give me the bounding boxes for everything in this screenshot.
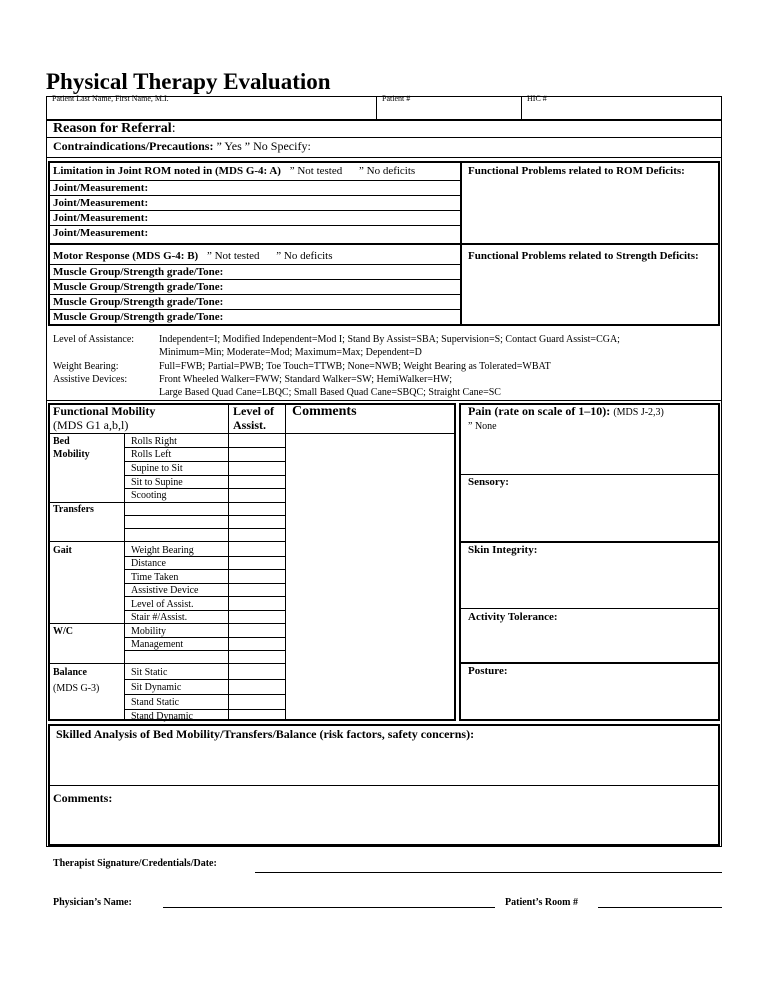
transfers-label: Transfers <box>53 504 94 515</box>
bed-item-scooting[interactable]: Scooting <box>131 490 167 501</box>
activity-tolerance-field[interactable]: Activity Tolerance: <box>468 611 558 623</box>
gait-item-time-taken[interactable]: Time Taken <box>131 572 179 583</box>
motor-functional-problems[interactable]: Functional Problems related to Strength Deficits: <box>468 250 699 262</box>
wc-item-management[interactable]: Management <box>131 639 184 650</box>
page-title: Physical Therapy Evaluation <box>46 69 331 94</box>
balance-item-stand-dynamic[interactable]: Stand Dynamic <box>131 711 193 722</box>
sensory-field[interactable]: Sensory: <box>468 476 509 488</box>
functional-mobility-subheading: (MDS G1 a,b,l) <box>53 418 129 432</box>
reason-for-referral[interactable]: Reason for Referral: <box>53 121 176 136</box>
motor-no-deficits-checkbox[interactable]: ” No deficits <box>276 250 333 262</box>
balance-label: Balance <box>53 667 87 678</box>
patient-name-field[interactable]: Patient Last Name, First Name, M.I. <box>52 94 169 103</box>
hic-number-field[interactable]: HIC # <box>527 94 547 103</box>
therapist-signature-line[interactable] <box>255 872 722 873</box>
legend-devices-label: Assistive Devices: <box>53 374 128 385</box>
rom-row-3[interactable]: Joint/Measurement: <box>53 212 149 224</box>
legend-weight-line: Full=FWB; Partial=PWB; Toe Touch=TTWB; None=NWB; Weight Bearing as Tolerated=WBAT <box>159 361 551 372</box>
bed-item-supine-to-sit[interactable]: Supine to Sit <box>131 463 183 474</box>
legend-devices-line1: Front Wheeled Walker=FWW; Standard Walker=SW; HemiWalker=HW; <box>159 374 453 385</box>
balance-item-stand-static[interactable]: Stand Static <box>131 697 180 708</box>
rom-row-2[interactable]: Joint/Measurement: <box>53 197 149 209</box>
pain-rating-label[interactable]: Pain (rate on scale of 1–10): (MDS J-2,3) <box>468 404 664 418</box>
skilled-analysis-field[interactable]: Skilled Analysis of Bed Mobility/Transfers/Balance (risk factors, safety concerns): <box>56 727 475 741</box>
level-of-assist-header: Level of Assist. <box>233 404 274 432</box>
pain-none-checkbox[interactable]: ” None <box>468 421 497 432</box>
legend-weight-label: Weight Bearing: <box>53 361 119 372</box>
contraindications-label: Contraindications/Precautions: <box>53 139 214 153</box>
physician-name-line[interactable] <box>163 907 495 908</box>
motor-heading: Motor Response (MDS G-4: B) ” Not tested ” No deficits <box>53 250 333 262</box>
balance-item-sit-static[interactable]: Sit Static <box>131 667 168 678</box>
legend-level-line2: Minimum=Min; Moderate=Mod; Maximum=Max; Dependent=D <box>159 347 422 358</box>
rom-row-1[interactable]: Joint/Measurement: <box>53 182 149 194</box>
contraindications-options: ” Yes ” No Specify: <box>216 139 311 153</box>
rom-row-4[interactable]: Joint/Measurement: <box>53 227 149 239</box>
wc-item-mobility[interactable]: Mobility <box>131 626 167 637</box>
bed-item-rolls-left[interactable]: Rolls Left <box>131 449 172 460</box>
patient-room-label: Patient’s Room # <box>505 897 578 908</box>
contraindications-row[interactable] <box>53 139 311 154</box>
gait-label: Gait <box>53 545 72 556</box>
balance-item-sit-dynamic[interactable]: Sit Dynamic <box>131 682 182 693</box>
gait-item-weight-bearing[interactable]: Weight Bearing <box>131 545 194 556</box>
rom-no-deficits-checkbox[interactable]: ” No deficits <box>359 165 416 177</box>
posture-field[interactable]: Posture: <box>468 665 508 677</box>
physician-name-label: Physician’s Name: <box>53 897 132 908</box>
skin-integrity-field[interactable]: Skin Integrity: <box>468 544 538 556</box>
patient-number-field[interactable]: Patient # <box>382 94 411 103</box>
rom-heading: Limitation in Joint ROM noted in (MDS G-4: A) ” Not tested ” No deficits <box>53 165 416 177</box>
motor-row-1[interactable]: Muscle Group/Strength grade/Tone: <box>53 266 224 278</box>
wc-label: W/C <box>53 626 73 637</box>
reason-label: Reason for Referral <box>53 121 172 136</box>
functional-mobility-heading: Functional Mobility <box>53 404 156 418</box>
comments-field[interactable]: Comments: <box>53 791 113 805</box>
rom-functional-problems[interactable]: Functional Problems related to ROM Deficits: <box>468 165 685 177</box>
legend-level-label: Level of Assistance: <box>53 334 135 345</box>
gait-item-stair-assist[interactable]: Stair #/Assist. <box>131 612 188 623</box>
bed-item-sit-to-supine[interactable]: Sit to Supine <box>131 477 183 488</box>
motor-row-4[interactable]: Muscle Group/Strength grade/Tone: <box>53 311 224 323</box>
functional-mobility-table <box>48 403 456 721</box>
balance-sub-label: (MDS G-3) <box>53 683 100 694</box>
legend-level-line1: Independent=I; Modified Independent=Mod I; Stand By Assist=SBA; Supervision=S; Contact Guard Assist=CGA; <box>159 334 620 345</box>
motor-row-2[interactable]: Muscle Group/Strength grade/Tone: <box>53 281 224 293</box>
gait-item-distance[interactable]: Distance <box>131 558 166 569</box>
gait-item-level-of-assist[interactable]: Level of Assist. <box>131 599 194 610</box>
rom-not-tested-checkbox[interactable]: ” Not tested <box>289 165 343 177</box>
motor-not-tested-checkbox[interactable]: ” Not tested <box>206 250 260 262</box>
legend-devices-line2: Large Based Quad Cane=LBQC; Small Based Quad Cane=SBQC; Straight Cane=SC <box>159 387 501 398</box>
patient-room-line[interactable] <box>598 907 722 908</box>
motor-row-3[interactable]: Muscle Group/Strength grade/Tone: <box>53 296 224 308</box>
bed-mobility-label: Bed Mobility <box>53 436 90 460</box>
gait-item-assistive-device[interactable]: Assistive Device <box>131 585 199 596</box>
therapist-signature-label: Therapist Signature/Credentials/Date: <box>53 858 217 869</box>
bed-item-rolls-right[interactable]: Rolls Right <box>131 436 177 447</box>
comments-header: Comments <box>292 404 357 419</box>
